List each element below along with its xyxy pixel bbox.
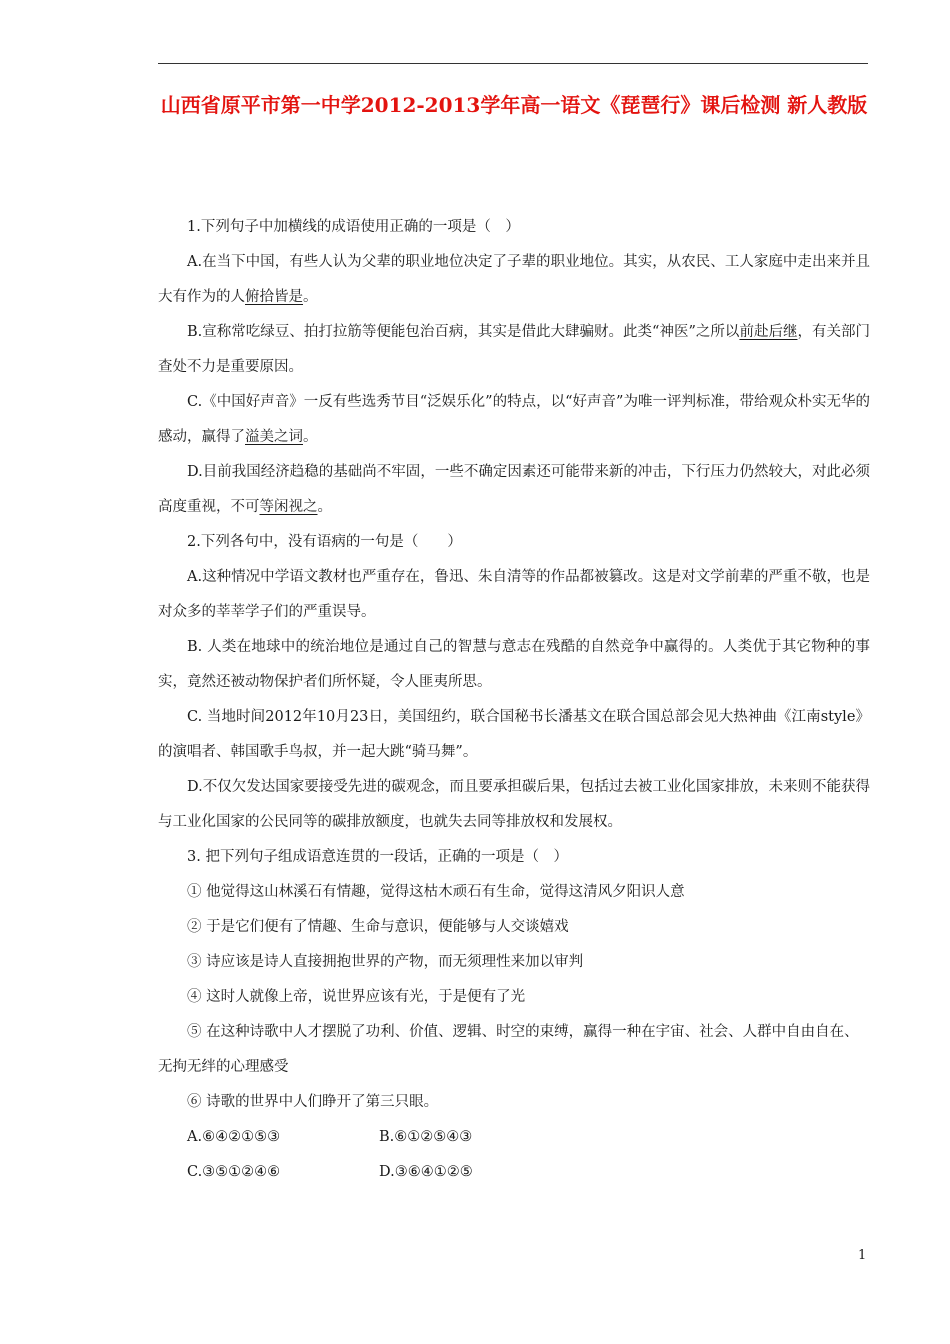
q3-sentence-4: ④ 这时人就像上帝，说世界应该有光，于是便有了光 (187, 989, 526, 1005)
q1-a-text: A.在当下中国，有些人认为父辈的职业地位决定了子辈的职业地位。其实，从农民、工人家庭中走出来并且大有作为的人 (158, 254, 870, 305)
q1-d-end: 。 (317, 499, 332, 515)
document-title: 山西省原平市第一中学2012-2013学年高一语文《琵琶行》课后检测 新人教版 (160, 93, 868, 117)
q1-c-text: C.《中国好声音》一反有些选秀节目“泛娱乐化”的特点，以“好声音”为唯一评判标准，带给观众朴实无华的感动，赢得了 (158, 394, 870, 445)
q1-c-underlined: 溢美之词 (245, 429, 303, 445)
q2-option-c: C. 当地时间2012年10月23日，美国纽约，联合国秘书长潘基文在联合国总部会见大热神曲《江南style》的演唱者、韩国歌手鸟叔，并一起大跳“骑马舞”。 (158, 709, 870, 760)
q3-option-a: A.⑥④②①⑤③ (187, 1129, 281, 1145)
q1-c-end: 。 (303, 429, 318, 445)
q3-sentence-1: ① 他觉得这山林溪石有情趣，觉得这枯木顽石有生命，觉得这清风夕阳识人意 (187, 884, 685, 900)
q1-b-underlined: 前赴后继 (739, 324, 798, 340)
q1-option-b (158, 315, 870, 385)
q3-sentence-3: ③ 诗应该是诗人直接拥抱世界的产物，而无须理性来加以审判 (187, 954, 584, 970)
q1-d-underlined: 等闲视之 (259, 499, 318, 515)
q3-option-c: C.③⑤①②④⑥ (187, 1164, 281, 1180)
q1-stem: 1.下列句子中加横线的成语使用正确的一项是（ ） (187, 219, 520, 235)
q1-d-text: D.目前我国经济趋稳的基础尚不牢固，一些不确定因素还可能带来新的冲击，下行压力仍然较大，对此必须高度重视，不可 (158, 464, 870, 515)
q1-a-end: 。 (303, 289, 318, 305)
q3-option-d: D.③⑥④①②⑤ (379, 1164, 473, 1180)
q3-stem: 3. 把下列句子组成语意连贯的一段话，正确的一项是（ ） (187, 849, 568, 865)
header-rule (158, 63, 868, 64)
document-body (158, 210, 870, 1190)
q3-option-b: B.⑥①②⑤④③ (379, 1129, 473, 1145)
q1-a-underlined: 俯拾皆是 (245, 289, 303, 305)
q3-sentence-5: ⑤ 在这种诗歌中人才摆脱了功利、价值、逻辑、时空的束缚，赢得一种在宇宙、社会、人群中自由自在、无拘无绊的心理感受 (158, 1024, 859, 1075)
q1-option-d (158, 455, 870, 525)
page-number: 1 (858, 1248, 867, 1263)
q1-option-c (158, 385, 870, 455)
q1-b-end: ，有关部门查处不力是重要原因。 (158, 324, 871, 375)
q2-option-b: B. 人类在地球中的统治地位是通过自己的智慧与意志在残酷的自然竞争中赢得的。人类优于其它物种的事实，竟然还被动物保护者们所怀疑，令人匪夷所思。 (158, 639, 870, 690)
q3-options-row-1 (158, 1120, 870, 1155)
q2-stem: 2.下列各句中，没有语病的一句是（ ） (187, 534, 462, 550)
q1-b-text: B.宣称常吃绿豆、拍打拉筋等便能包治百病，其实是借此大肆骗财。此类“神医”之所以 (187, 324, 740, 340)
q1-option-a (158, 245, 870, 315)
q3-options-row-2 (158, 1155, 870, 1190)
q3-sentence-6: ⑥ 诗歌的世界中人们睁开了第三只眼。 (187, 1094, 439, 1110)
q2-option-d: D.不仅欠发达国家要接受先进的碳观念，而且要承担碳后果，包括过去被工业化国家排放，未来则不能获得与工业化国家的公民同等的碳排放额度，也就失去同等排放权和发展权。 (158, 779, 870, 830)
q3-sentence-2: ② 于是它们便有了情趣、生命与意识，便能够与人交谈嬉戏 (187, 919, 569, 935)
q2-option-a: A.这种情况中学语文教材也严重存在，鲁迅、朱自清等的作品都被篡改。这是对文学前辈的严重不敬，也是对众多的莘莘学子们的严重误导。 (158, 569, 870, 620)
